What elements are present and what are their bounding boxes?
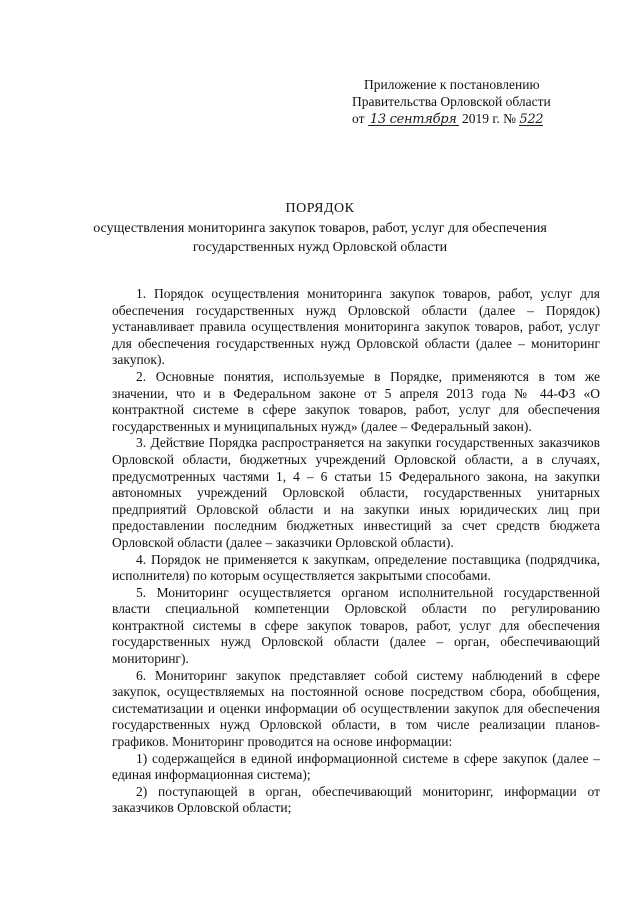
paragraph: 4. Порядок не применяется к закупкам, определение поставщика (подрядчика, исполнителя) по которым осуществляется закрытыми способами. — [112, 551, 600, 584]
document-body — [112, 286, 600, 817]
title-line-2: государственных нужд Орловской области — [192, 240, 448, 255]
handwritten-number: 522 — [519, 112, 544, 127]
appendix-year-number-label: 2019 г. № — [461, 111, 516, 126]
appendix-line-1: Приложение к постановлению — [364, 77, 540, 92]
paragraph: 2) поступающей в орган, обеспечивающий мониторинг, информации от заказчиков Орловской области; — [112, 783, 600, 816]
appendix-line-2: Правительства Орловской области — [352, 94, 551, 109]
title-line-1: осуществления мониторинга закупок товаров, работ, услуг для обеспечения — [93, 221, 547, 236]
paragraph: 3. Действие Порядка распространяется на закупки государственных заказчиков Орловской области, бюджетных учреждений Орловской области, а в случаях, предусмотренных частями 1, 4 – 6 статьи 15 Федерального закона, на закупки автономных учреждений Орловской области, государственных унитарных предприятий Орловской области и на закупки иных юридических лиц при предоставлении последним бюджетных инвестиций за счет средств бюджета Орловской области (далее – заказчики Орловской области). — [112, 435, 600, 550]
document-title — [60, 199, 580, 257]
paragraph: 5. Мониторинг осуществляется органом исполнительной государственной власти специальной компетенции Орловской области по регулированию контрактной системы в сфере закупок товаров, работ, услуг для обеспечения государственных нужд Орловской области (далее – орган, обеспечивающий мониторинг). — [112, 584, 600, 667]
appendix-block — [352, 76, 602, 128]
handwritten-date: 13 сентября — [369, 112, 457, 127]
paragraph: 1) содержащейся в единой информационной системе в сфере закупок (далее – единая информационная система); — [112, 750, 600, 783]
appendix-date-line — [352, 110, 602, 128]
title-heading: ПОРЯДОК — [285, 201, 355, 216]
appendix-ot-label: от — [352, 111, 365, 126]
paragraph: 2. Основные понятия, используемые в Порядке, применяются в том же значении, что и в Федеральном законе от 5 апреля 2013 года № 44-ФЗ «О контрактной системе в сфере закупок товаров, работ, услуг для обеспечения государственных и муниципальных нужд» (далее – Федеральный закон). — [112, 368, 600, 434]
paragraph: 1. Порядок осуществления мониторинга закупок товаров, работ, услуг для обеспечения государственных нужд Орловской области (далее – Порядок) устанавливает правила осуществления мониторинга закупок товаров, работ, услуг для обеспечения государственных нужд Орловской области (далее – мониторинг закупок). — [112, 286, 600, 368]
paragraph: 6. Мониторинг закупок представляет собой систему наблюдений в сфере закупок, осуществляемых на постоянной основе посредством сбора, обобщения, систематизации и оценки информации об осуществлении закупок для обеспечения государственных нужд Орловской области, в том числе реализации планов-графиков. Мониторинг проводится на основе информации: — [112, 667, 600, 750]
